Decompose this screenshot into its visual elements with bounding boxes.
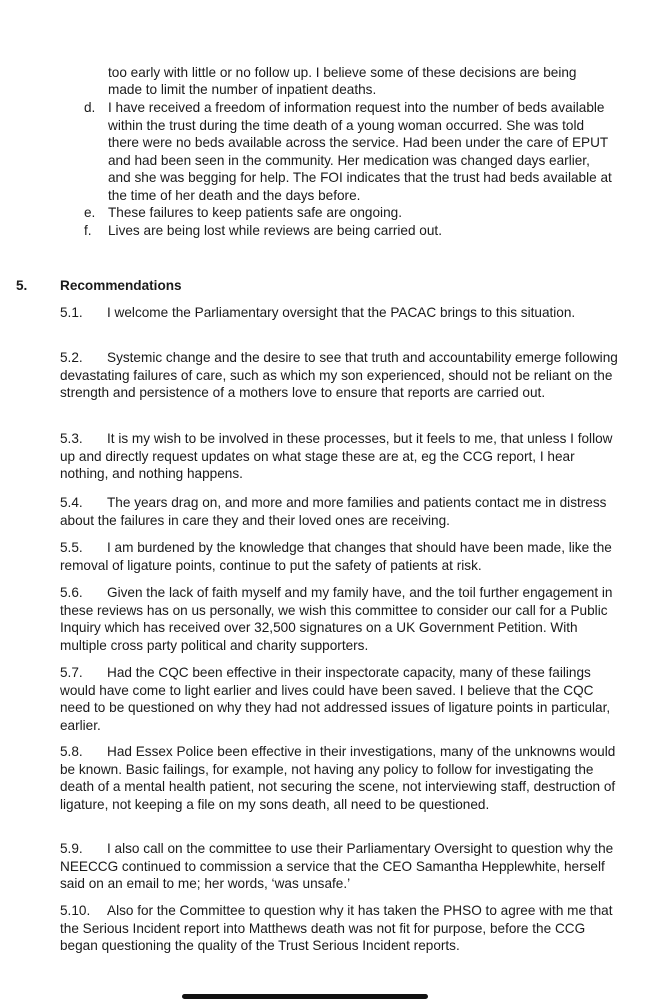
- paragraph-number: 5.10.: [60, 903, 91, 918]
- paragraph-number: 5.7.: [60, 665, 83, 680]
- paragraph-text: Had the CQC been effective in their inspectorate capacity, many of these failings would have come to light earlier and lives could have been saved. I believe that the CQC need to be questioned on why they had not addressed issues of ligature points in particular, earlier.: [60, 665, 611, 733]
- paragraph-number: 5.4.: [60, 495, 83, 510]
- section-title: Recommendations: [60, 278, 182, 293]
- paragraph-text: It is my wish to be involved in these processes, but it feels to me, that unless I follow up and directly request updates on what stage these are at, eg the CCG report, I hear nothing, and nothing happens.: [60, 431, 613, 481]
- paragraph-5-5: [60, 539, 620, 574]
- list-marker: e.: [84, 205, 96, 220]
- paragraph-text: The years drag on, and more and more families and patients contact me in distress about the failures in care they and their loved ones are receiving.: [60, 495, 607, 528]
- list-item-d: [84, 99, 614, 204]
- paragraph-text: Had Essex Police been effective in their investigations, many of the unknowns would be known. Basic failings, for example, not having any policy to follow for investigating the death of a mental health patient, not securing the scene, not interviewing staff, destruction of ligature, not keeping a file on my sons death, all need to be questioned.: [60, 744, 616, 812]
- paragraph-5-8: [60, 743, 620, 813]
- paragraph-number: 5.3.: [60, 431, 83, 446]
- list-item-text: These failures to keep patients safe are ongoing.: [108, 205, 402, 220]
- paragraph-number: 5.8.: [60, 744, 83, 759]
- list-marker: d.: [84, 100, 96, 115]
- continuation-line-2: made to limit the number of inpatient deaths.: [108, 82, 377, 97]
- paragraph-number: 5.9.: [60, 841, 83, 856]
- paragraph-text: I am burdened by the knowledge that changes that should have been made, like the removal of ligature points, continue to put the safety of patients at risk.: [60, 540, 612, 573]
- list-marker: f.: [84, 222, 92, 238]
- paragraph-text: Also for the Committee to question why it has taken the PHSO to agree with me that the Serious Incident report into Matthews death was not fit for purpose, before the CCG began questioning the quality of the Trust Serious Incident reports.: [60, 903, 613, 953]
- paragraph-number: 5.5.: [60, 540, 83, 555]
- paragraph-5-10: [60, 902, 620, 955]
- paragraph-5-3: [60, 430, 620, 483]
- paragraph-text: I welcome the Parliamentary oversight that the PACAC brings to this situation.: [107, 305, 576, 320]
- list-item-f: [84, 222, 614, 240]
- paragraph-5-9: [60, 840, 620, 893]
- continuation-line-1: too early with little or no follow up. I believe some of these decisions are being: [108, 65, 577, 80]
- paragraph-5-1: [60, 304, 620, 322]
- home-indicator[interactable]: [182, 994, 428, 999]
- paragraph-number: 5.2.: [60, 350, 83, 365]
- list-item-text: Lives are being lost while reviews are being carried out.: [108, 222, 442, 238]
- paragraph-5-7: [60, 664, 620, 734]
- paragraph-number: 5.1.: [60, 305, 83, 320]
- paragraph-text: I also call on the committee to use their Parliamentary Oversight to question why the NEECCG continued to commission a service that the CEO Samantha Hepplewhite, herself said on an email to me; her words, ‘was unsafe.’: [60, 841, 614, 891]
- paragraph-5-4: [60, 494, 620, 529]
- paragraph-text: Systemic change and the desire to see that truth and accountability emerge following devastating failures of care, such as which my son experienced, should not be reliant on the strength and persistence of a mothers love to ensure that reports are carried out.: [60, 350, 618, 400]
- section-number: 5.: [16, 278, 28, 293]
- list-item-e: [84, 204, 614, 222]
- list-item-text: I have received a freedom of information request into the number of beds available within the trust during the time death of a young woman occurred. She was told there were no beds available across the service. Had been under the care of EPUT and had been seen in the community. Her medication was changed days earlier, and she was begging for help. The FOI indicates that the trust had beds available at the time of her death and the days before.: [108, 100, 612, 203]
- paragraph-text: Given the lack of faith myself and my family have, and the toil further engagement in these reviews has on us personally, we wish this committee to consider our call for a Public Inquiry which has received over 32,500 signatures on a UK Government Petition. With multiple cross party political and charity supporters.: [60, 585, 613, 653]
- paragraph-5-2: [60, 349, 620, 402]
- paragraph-5-6: [60, 584, 620, 654]
- paragraph-number: 5.6.: [60, 585, 83, 600]
- sub-list: [84, 99, 614, 239]
